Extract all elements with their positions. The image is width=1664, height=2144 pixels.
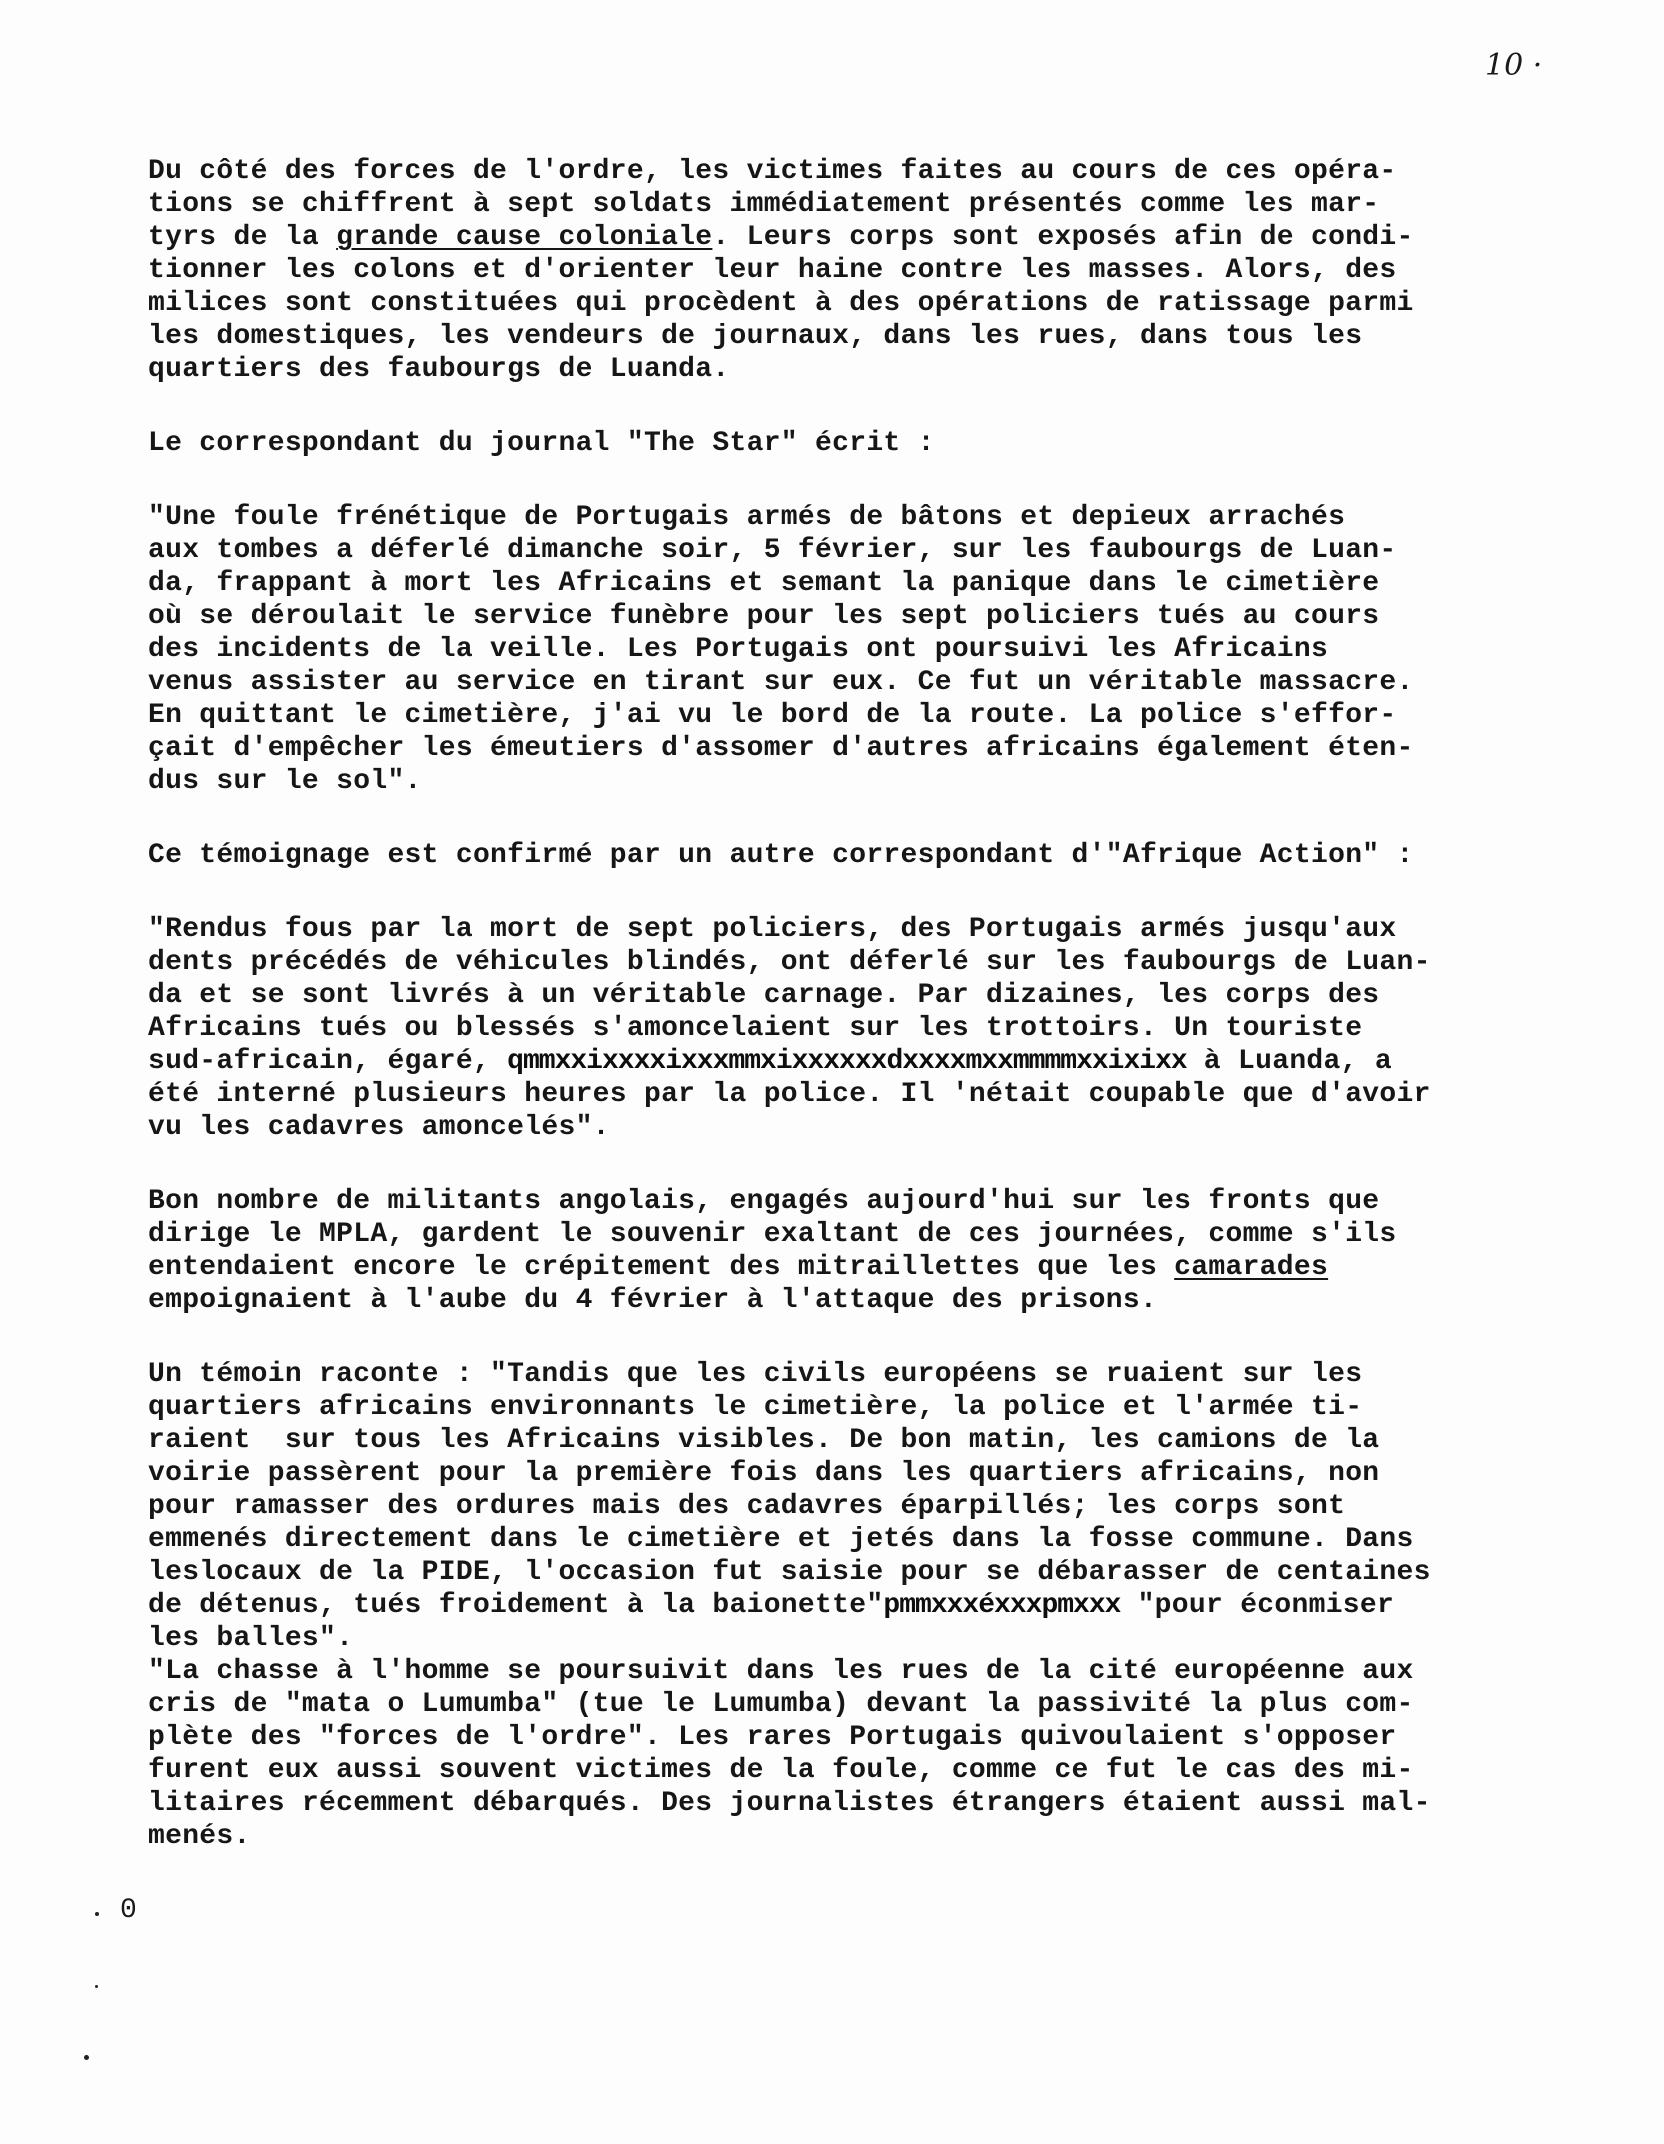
struck-out-text: qmmxxixxxxixxxmmxixxxxxxdxxxxmxxmmmmxxixixx: [507, 1046, 1187, 1077]
text-segment: à Luanda, a: [1186, 1046, 1392, 1077]
paragraph-manhunt: [148, 1655, 1588, 1853]
text-line: voirie passèrent pour la première fois dans les quartiers africains, non: [148, 1458, 1380, 1489]
text-segment: tyrs de la: [148, 222, 337, 253]
text-line: furent eux aussi souvent victimes de la foule, comme ce fut le cas des mi-: [148, 1755, 1414, 1786]
text-segment: "pour éconmiser: [1120, 1590, 1395, 1621]
underlined-phrase: grande cause coloniale: [336, 222, 713, 253]
text-segment: de détenus, tués froidement à la baionette": [148, 1590, 884, 1621]
text-line: dirige le MPLA, gardent le souvenir exaltant de ces journées, comme s'ils: [148, 1219, 1397, 1250]
text-line: les balles".: [148, 1623, 354, 1654]
text-line: menés.: [148, 1821, 251, 1852]
text-line: leslocaux de la PIDE, l'occasion fut saisie pour se débarasser de centaines: [148, 1557, 1431, 1588]
text-line: emmenés directement dans le cimetière et jetés dans la fosse commune. Dans: [148, 1524, 1414, 1555]
text-line: Le correspondant du journal "The Star" écrit :: [148, 428, 935, 459]
page-number: 10 ·: [1485, 48, 1543, 83]
struck-out-text: pmmxxxéxxxpmxxx: [883, 1590, 1121, 1621]
text-line: Ce témoignage est confirmé par un autre correspondant d'"Afrique Action" :: [148, 840, 1414, 871]
text-line: été interné plusieurs heures par la police. Il 'nétait coupable que d'avoir: [148, 1079, 1431, 1110]
text-line: cris de "mata o Lumumba" (tue le Lumumba) devant la passivité la plus com-: [148, 1689, 1414, 1720]
text-line: [148, 1251, 1588, 1284]
paragraph-afrique-intro: [148, 839, 1588, 872]
text-line: des incidents de la veille. Les Portugais ont poursuivi les Africains: [148, 634, 1329, 665]
text-line: venus assister au service en tirant sur eux. Ce fut un véritable massacre.: [148, 667, 1414, 698]
text-line: vu les cadavres amoncelés".: [148, 1112, 610, 1143]
scan-speck: [95, 1985, 98, 1988]
text-line: [148, 221, 1588, 254]
footer-mark: 0: [120, 1895, 137, 1926]
text-line: plète des "forces de l'ordre". Les rares Portugais quivoulaient s'opposer: [148, 1722, 1397, 1753]
paragraph-witness: [148, 1358, 1588, 1655]
text-line: quartiers africains environnants le cimetière, la police et l'armée ti-: [148, 1392, 1363, 1423]
text-line: tions se chiffrent à sept soldats immédiatement présentés comme les mar-: [148, 189, 1380, 220]
text-line: [148, 1045, 1588, 1078]
text-line: [148, 1589, 1588, 1622]
text-line: "La chasse à l'homme se poursuivit dans les rues de la cité européenne aux: [148, 1656, 1414, 1687]
text-line: Africains tués ou blessés s'amoncelaient sur les trottoirs. Un touriste: [148, 1013, 1363, 1044]
text-line: milices sont constituées qui procèdent à des opérations de ratissage parmi: [148, 288, 1414, 319]
paragraph-star-quote: [148, 501, 1588, 798]
paragraph-forces-of-order: [148, 155, 1588, 386]
body-text: [148, 155, 1588, 1894]
text-line: Bon nombre de militants angolais, engagés aujourd'hui sur les fronts que: [148, 1186, 1380, 1217]
text-line: pour ramasser des ordures mais des cadavres éparpillés; les corps sont: [148, 1491, 1346, 1522]
text-line: "Rendus fous par la mort de sept policiers, des Portugais armés jusqu'aux: [148, 914, 1397, 945]
text-line: empoignaient à l'aube du 4 février à l'attaque des prisons.: [148, 1285, 1158, 1316]
text-line: quartiers des faubourgs de Luanda.: [148, 354, 730, 385]
text-line: où se déroulait le service funèbre pour les sept policiers tués au cours: [148, 601, 1380, 632]
underlined-phrase: camarades: [1174, 1252, 1329, 1283]
scan-speck: [95, 1912, 99, 1916]
text-line: Du côté des forces de l'ordre, les victimes faites au cours de ces opéra-: [148, 156, 1397, 187]
text-line: dents précédés de véhicules blindés, ont déferlé sur les faubourgs de Luan-: [148, 947, 1431, 978]
paragraph-afrique-quote: [148, 913, 1588, 1144]
text-line: çait d'empêcher les émeutiers d'assomer d'autres africains également éten-: [148, 733, 1414, 764]
text-line: tionner les colons et d'orienter leur haine contre les masses. Alors, des: [148, 255, 1397, 286]
paragraph-star-intro: [148, 427, 1588, 460]
text-segment: entendaient encore le crépitement des mitraillettes que les: [148, 1252, 1175, 1283]
text-segment: sud-africain, égaré,: [148, 1046, 508, 1077]
text-line: les domestiques, les vendeurs de journaux, dans les rues, dans tous les: [148, 321, 1363, 352]
text-line: En quittant le cimetière, j'ai vu le bord de la route. La police s'effor-: [148, 700, 1397, 731]
text-line: Un témoin raconte : "Tandis que les civils européens se ruaient sur les: [148, 1359, 1363, 1390]
text-line: da et se sont livrés à un véritable carnage. Par dizaines, les corps des: [148, 980, 1380, 1011]
text-segment: . Leurs corps sont exposés afin de condi-: [712, 222, 1414, 253]
text-line: raient sur tous les Africains visibles. De bon matin, les camions de la: [148, 1425, 1380, 1456]
text-line: dus sur le sol".: [148, 766, 422, 797]
text-line: litaires récemment débarqués. Des journalistes étrangers étaient aussi mal-: [148, 1788, 1431, 1819]
paragraph-militants: [148, 1185, 1588, 1317]
scan-speck: [84, 2055, 89, 2060]
text-line: da, frappant à mort les Africains et semant la panique dans le cimetière: [148, 568, 1380, 599]
text-line: "Une foule frénétique de Portugais armés de bâtons et depieux arrachés: [148, 502, 1346, 533]
text-line: aux tombes a déferlé dimanche soir, 5 février, sur les faubourgs de Luan-: [148, 535, 1397, 566]
